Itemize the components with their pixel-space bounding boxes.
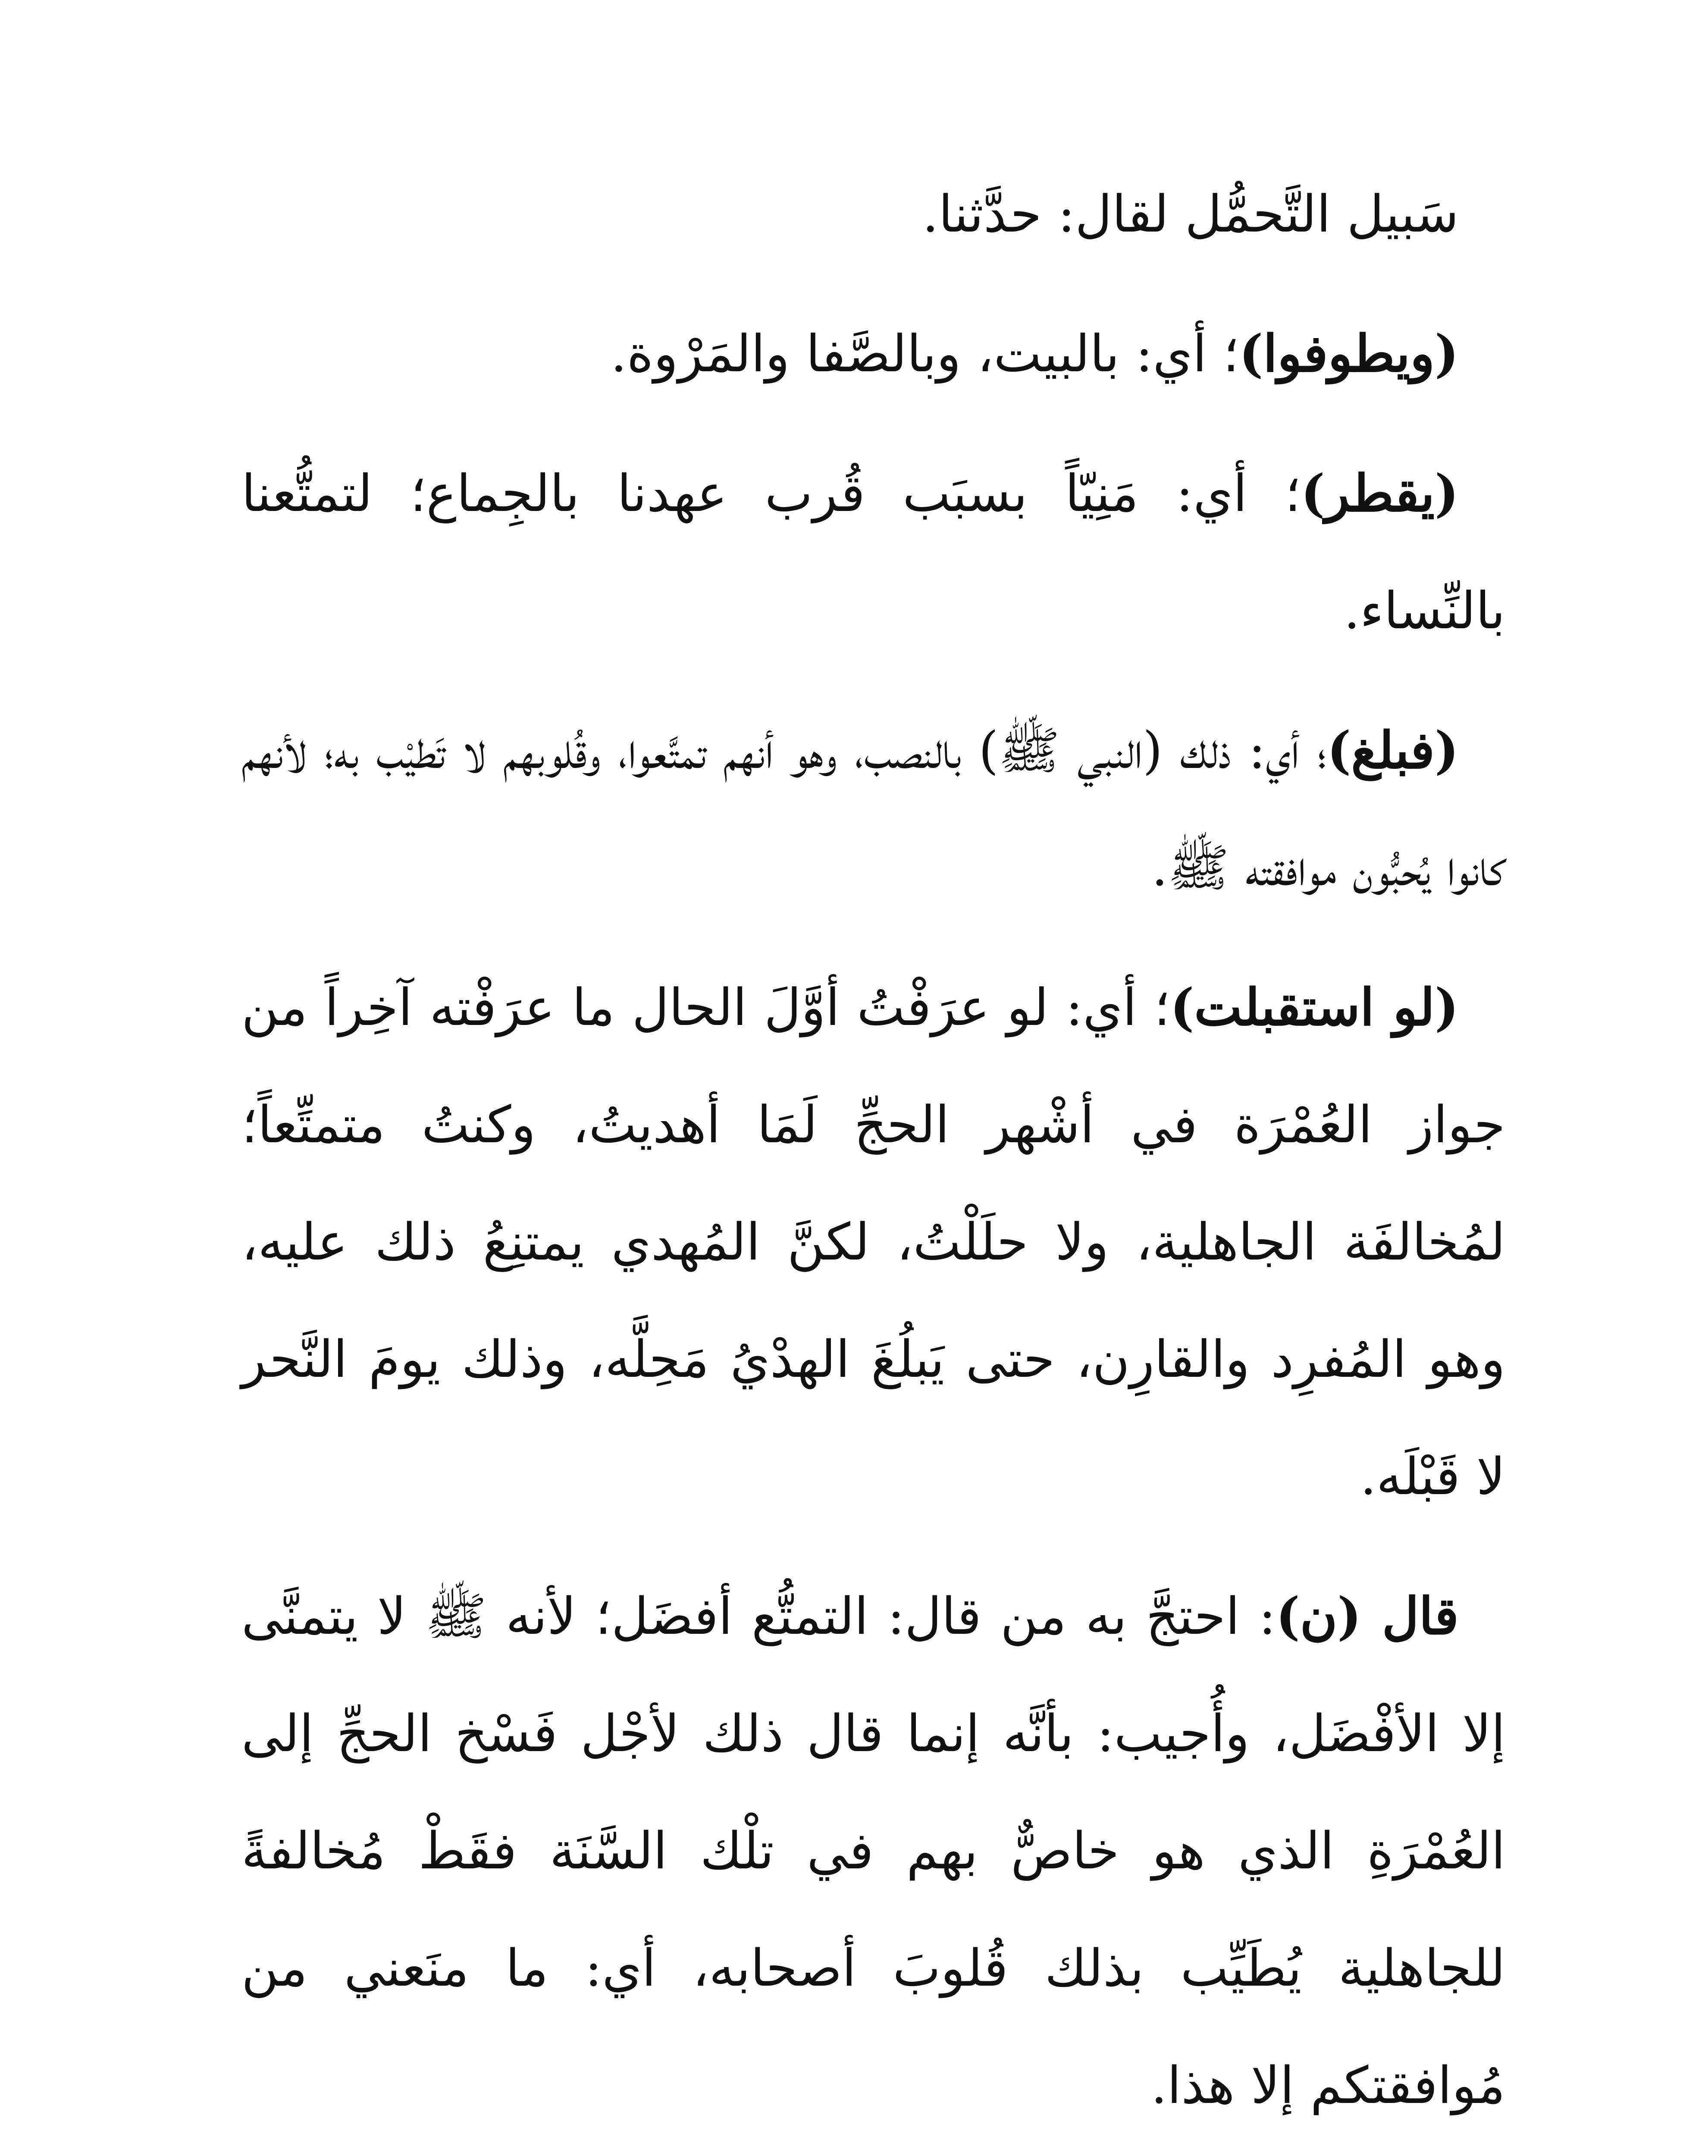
lemma-heading: (يقطر) [1301, 463, 1459, 523]
paragraph-text: سَبيل التَّحمُّل لقال: حدَّثنا. [922, 184, 1459, 244]
paragraph-commentary [241, 1557, 1505, 2144]
paragraph-text: ؛ أي: لو عرَفْتُ أوَّلَ الحال ما عرَفْته آخِراً من جواز العُمْرَة في أشْهر الحجِّ لَمَا أهديتُ، وكنتُ متمتِّعاً؛ لمُخالفَة الجاهلية، ولا حلَلْتُ، لكنَّ المُهدي يمتنِعُ ذلك عليه، وهو المُفرِد والقارِن، حتى يَبلُغَ الهدْيُ مَحِلَّه، وذلك يومَ النَّحر لا قَبْلَه. [241, 978, 1505, 1506]
paragraph-commentary [241, 692, 1505, 926]
paragraph-commentary [241, 295, 1505, 412]
paragraph-commentary [241, 949, 1505, 1535]
lemma-heading: (ويطوفوا) [1239, 323, 1459, 383]
paragraph-text: ؛ أي: مَنِيّاً بسبَب قُرب عهدنا بالجِماع؛ لتمتُّعنا بالنِّساء. [241, 464, 1505, 640]
paragraph-text: : احتجَّ به من قال: التمتُّع أفضَل؛ لأنه ﷺ لا يتمنَّى إلا الأفْضَل، وأُجيب: بأنَّه إنما قال ذلك لأجْل فَسْخ الحجِّ إلى العُمْرَةِ الذي هو خاصٌّ بهم في تلْك السَّنَة فقَطْ مُخالفةً للجاهلية يُطَيِّب بذلك قُلوبَ أصحابه، أي: ما منَعني من مُوافقتكم إلا هذا. [241, 1586, 1505, 2115]
lemma-heading: (فبلغ) [1327, 720, 1459, 780]
page-body [241, 155, 1505, 2156]
paragraph-text: ؛ أي: ذلك (النبي ﷺ) بالنصب، وهو أنهم تمتَّعوا، وقُلوبهم لا تَطيْب به؛ لأنهم كانوا يُحبُّون موافقته ﷺ. [241, 721, 1505, 897]
lemma-heading: (لو استقبلت) [1170, 977, 1459, 1037]
paragraph-text: ؛ أي: بالبيت، وبالصَّفا والمَرْوة. [611, 324, 1239, 383]
paragraph-commentary [241, 435, 1505, 669]
paragraph-continuation [241, 155, 1505, 273]
lemma-heading: قال (ن) [1276, 1586, 1459, 1646]
